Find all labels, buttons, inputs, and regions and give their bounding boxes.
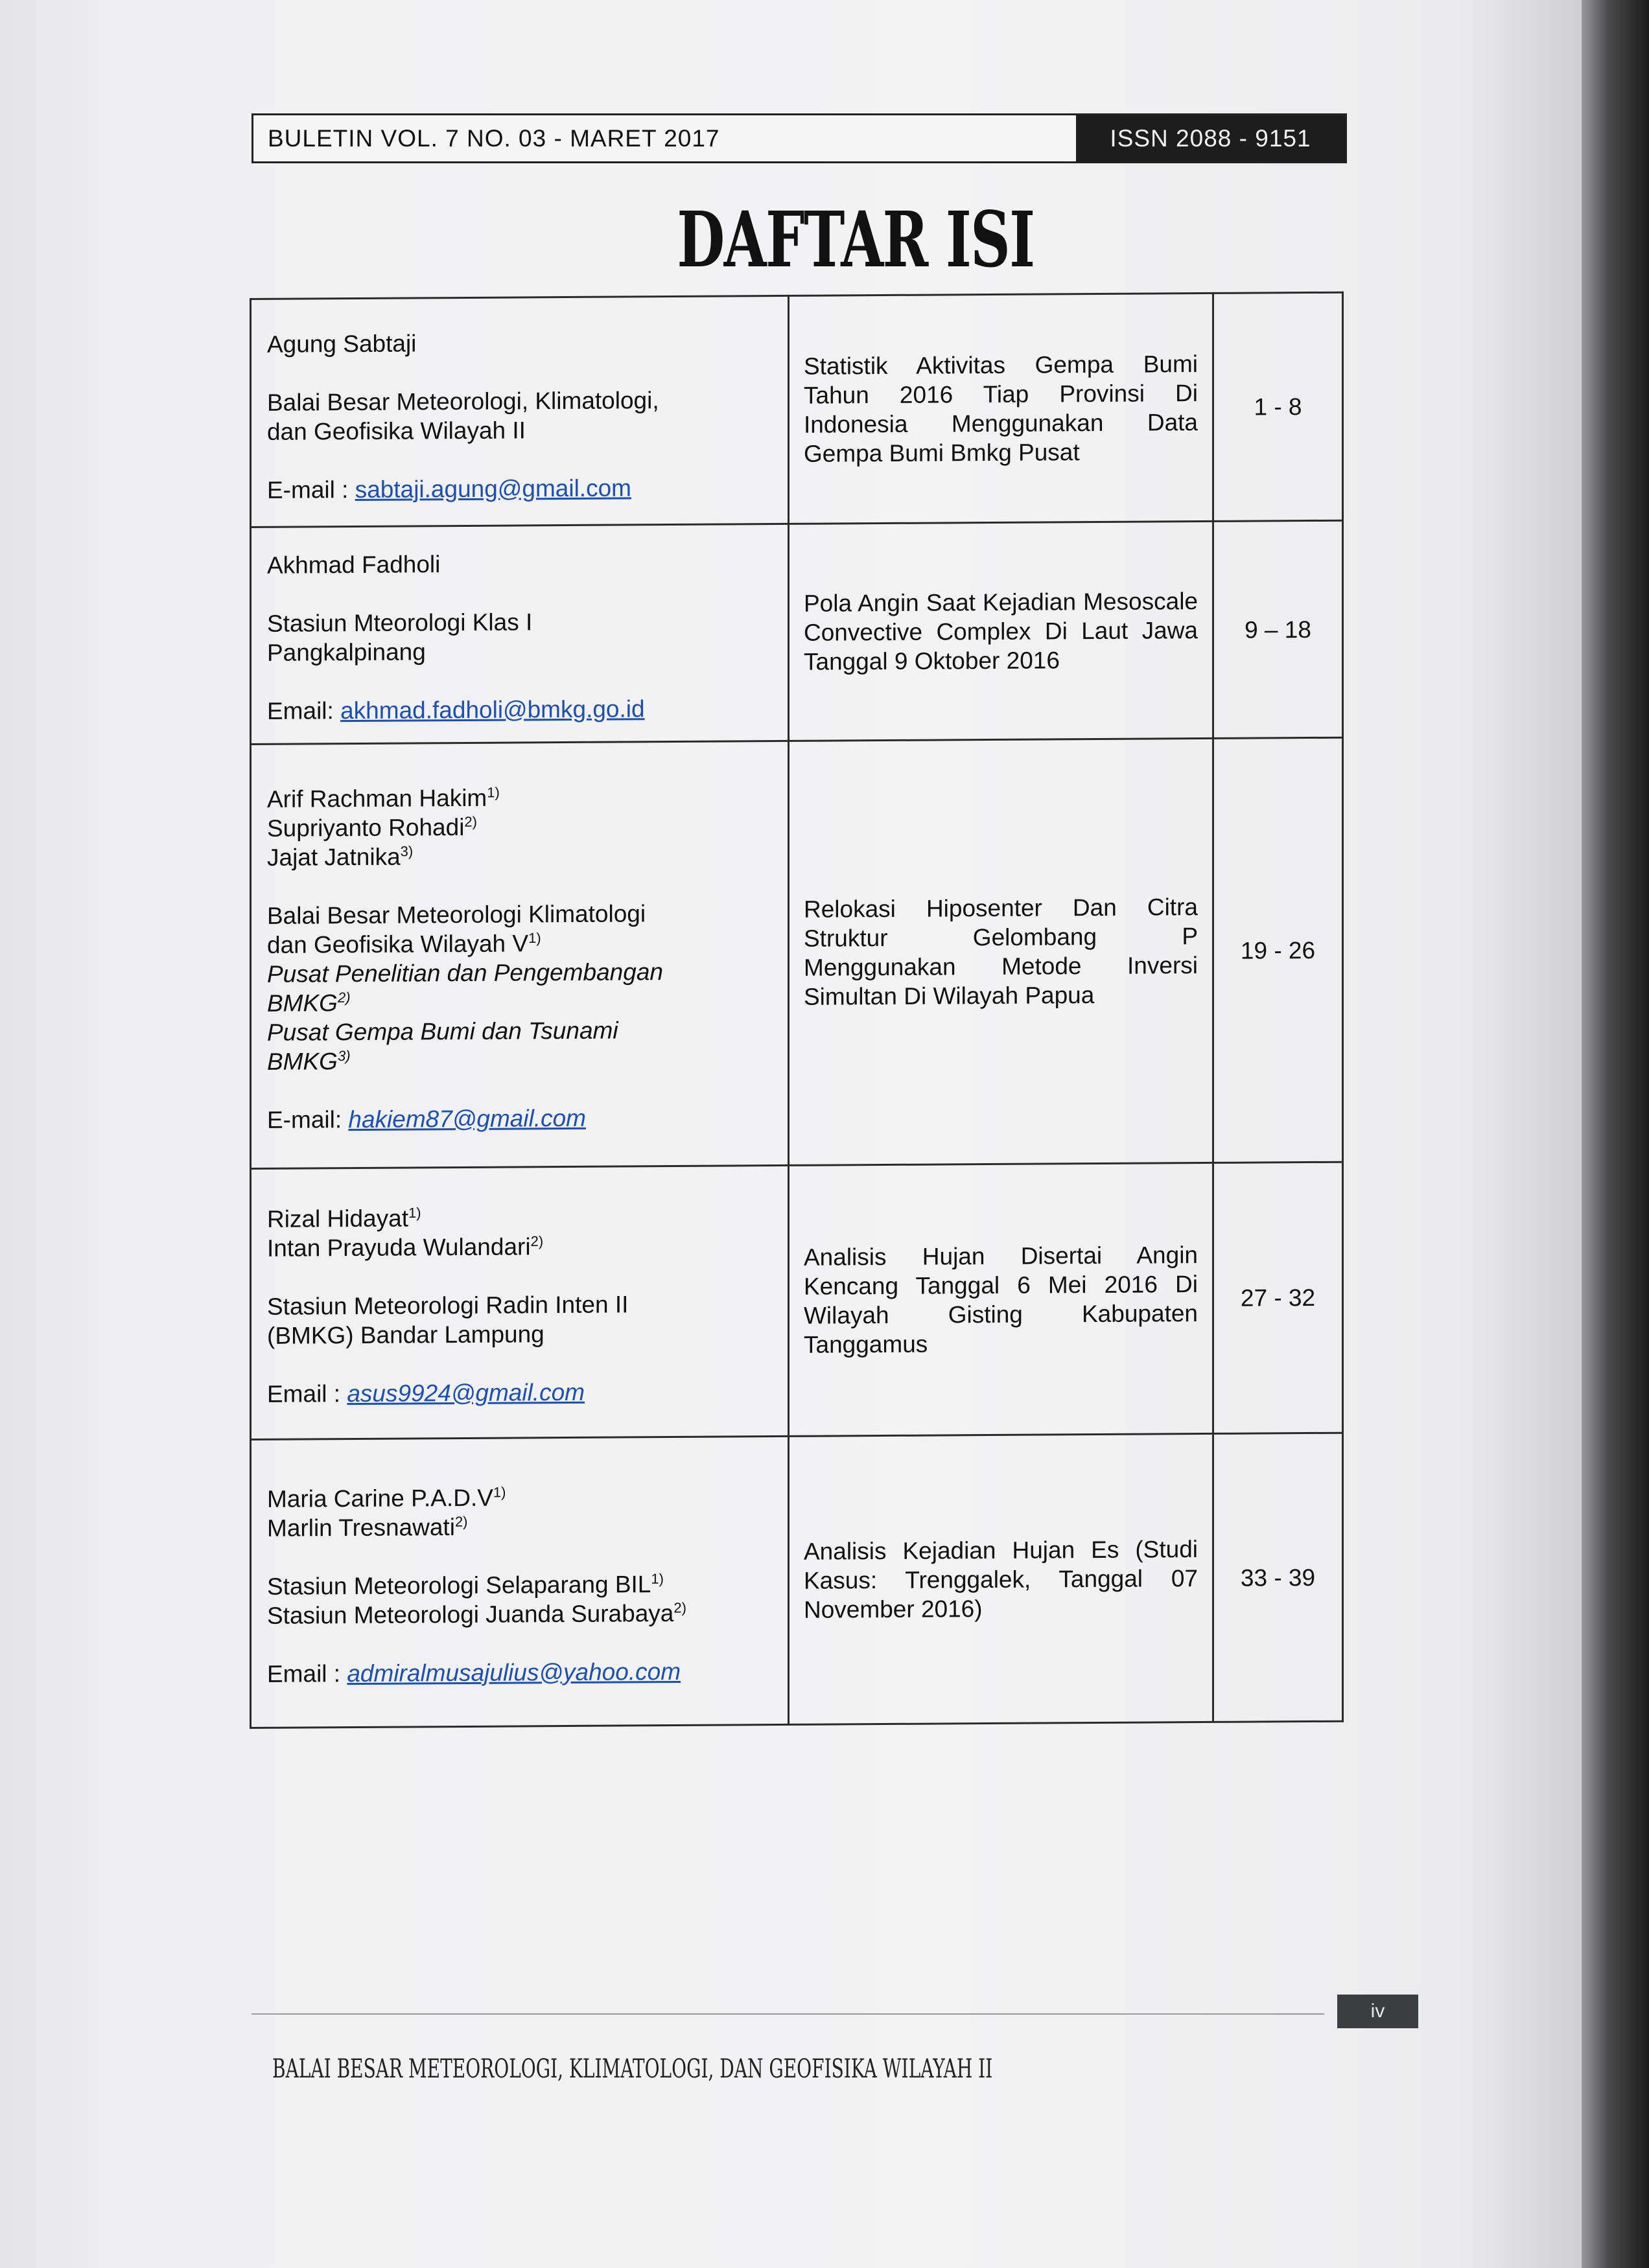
toc-entry xyxy=(251,1162,1343,1439)
affiliation-line: Stasiun Meteorologi Radin Inten II xyxy=(267,1291,629,1320)
author-name: Supriyanto Rohadi$^{2)}$ xyxy=(267,813,477,842)
email-label: E-mail: xyxy=(267,1106,342,1133)
author-name: Rizal Hidayat$^{1)}$ xyxy=(267,1205,421,1232)
entry-pages: 27 - 32 xyxy=(1213,1162,1343,1433)
author-name: Akhmad Fadholi xyxy=(267,551,441,579)
bulletin-header xyxy=(251,113,1347,163)
email-link[interactable]: hakiem87@gmail.com xyxy=(348,1104,586,1133)
affiliation-line: BMKG$^{2)}$ xyxy=(267,989,351,1017)
email-line xyxy=(267,1376,772,1409)
affiliation-line: Balai Besar Meteorologi Klimatologi xyxy=(267,900,646,929)
affiliation-line: dan Geofisika Wilayah II xyxy=(267,416,526,445)
entry-pages: 19 - 26 xyxy=(1213,737,1343,1163)
toc-entry xyxy=(251,737,1343,1168)
affiliation-line: Pusat Penelitian dan Pengembangan xyxy=(267,958,663,988)
email-link[interactable]: admiralmusajulius@yahoo.com xyxy=(347,1658,681,1687)
entry-pages: 9 – 18 xyxy=(1213,520,1343,738)
author-name: Maria Carine $P.A.D.V^{1)}$ xyxy=(267,1483,506,1512)
affiliation-line: Stasiun Mteorologi Klas I xyxy=(267,608,533,637)
entry-authors xyxy=(251,524,789,744)
entry-authors xyxy=(251,741,789,1168)
toc-entry xyxy=(251,520,1343,744)
page-shadow-edge xyxy=(1582,0,1649,2268)
entry-authors xyxy=(251,1436,789,1728)
email-link[interactable]: asus9924@gmail.com xyxy=(347,1378,585,1407)
author-name: Jajat Jatnika$^{3)}$ xyxy=(267,843,414,871)
affiliation-line: dan Geofisika Wilayah $V^{1)}$ xyxy=(267,929,541,958)
entry-title: Statistik Aktivitas Gempa Bumi Tahun 2016 Tiap Provinsi Di Indonesia Menggunakan Data Gempa Bumi Bmkg Pusat xyxy=(789,293,1213,524)
email-label: Email: xyxy=(267,697,334,724)
footer-divider xyxy=(251,2013,1324,2015)
page-number: iv xyxy=(1337,1995,1418,2028)
affiliation-line: BMKG$^{3)}$ xyxy=(267,1047,351,1075)
affiliation-line: Pangkalpinang xyxy=(267,638,426,666)
author-name: Arif Rachman Hakim$^{1)}$ xyxy=(267,784,500,813)
author-name: Intan Prayuda Wulandari$^{2)}$ xyxy=(267,1232,544,1262)
entry-title: Pola Angin Saat Kejadian Mesoscale Convective Complex Di Laut Jawa Tanggal 9 Oktober 2016 xyxy=(789,521,1213,741)
entry-title: Analisis Kejadian Hujan Es (Studi Kasus: Trenggalek, Tanggal 07 November 2016) xyxy=(789,1433,1213,1724)
affiliation-line: Stasiun Meteorologi Juanda Surabaya$^{2)}$ xyxy=(267,1599,686,1629)
email-line xyxy=(267,472,772,505)
email-line xyxy=(267,1656,772,1689)
affiliation-line: Pusat Gempa Bumi dan Tsunami xyxy=(267,1017,618,1046)
email-link[interactable]: akhmad.fadholi@bmkg.go.id xyxy=(340,695,645,724)
affiliation-line: (BMKG) Bandar Lampung xyxy=(267,1321,544,1349)
entry-authors xyxy=(251,1165,789,1439)
entry-authors xyxy=(251,295,789,527)
issn-badge: ISSN 2088 - 9151 xyxy=(1076,115,1345,161)
email-link[interactable]: sabtaji.agung@gmail.com xyxy=(355,474,631,503)
toc-entry xyxy=(251,292,1343,527)
email-line xyxy=(267,693,772,726)
email-line xyxy=(267,1102,772,1135)
affiliation-line: Stasiun Meteorologi Selaparang BIL$^{1)}$ xyxy=(267,1570,664,1600)
entry-title: Analisis Hujan Disertai Angin Kencang Tanggal 6 Mei 2016 Di Wilayah Gisting Kabupaten Tanggamus xyxy=(789,1163,1213,1436)
footer-institution: BALAI BESAR METEOROLOGI, KLIMATOLOGI, DAN GEOFISIKA WILAYAH II xyxy=(272,2054,993,2084)
toc-entry xyxy=(251,1433,1343,1728)
email-label: Email : xyxy=(267,1660,341,1687)
page-title: DAFTAR ISI xyxy=(677,194,1035,284)
email-label: Email : xyxy=(267,1380,341,1407)
author-name: Marlin Tresnawati$^{2)}$ xyxy=(267,1513,468,1542)
bulletin-volume: BULETIN VOL. 7 NO. 03 - MARET 2017 xyxy=(268,125,720,152)
entry-title: Relokasi Hiposenter Dan Citra Struktur Gelombang P Menggunakan Metode Inversi Simultan Di Wilayah Papua xyxy=(789,738,1213,1165)
entry-pages: 33 - 39 xyxy=(1213,1433,1343,1722)
affiliation-line: Balai Besar Meteorologi, Klimatologi, xyxy=(267,386,659,416)
author-name: Agung Sabtaji xyxy=(267,329,417,358)
entry-pages: 1 - 8 xyxy=(1213,292,1343,521)
table-of-contents xyxy=(250,292,1344,1729)
email-label: E-mail : xyxy=(267,476,349,503)
